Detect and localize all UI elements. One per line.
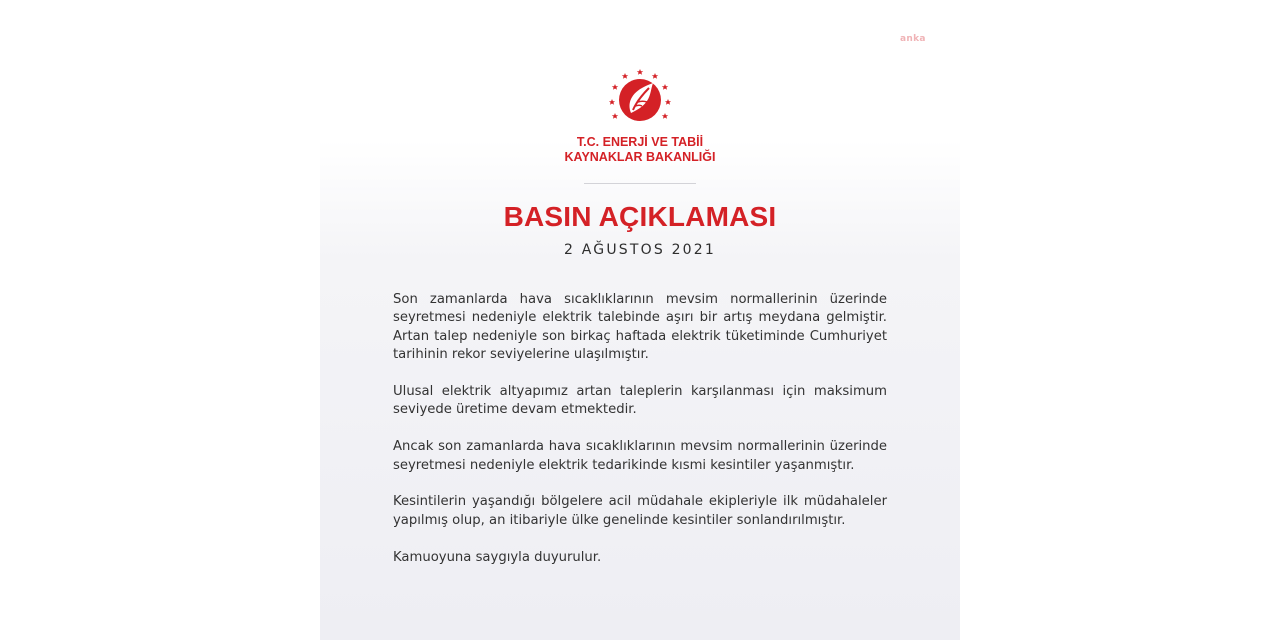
- agency-watermark: anka: [900, 34, 926, 44]
- release-date: 2 AĞUSTOS 2021: [563, 242, 716, 258]
- page-title: BASIN AÇIKLAMASI: [503, 201, 777, 232]
- header-divider: [584, 183, 696, 184]
- ministry-name: [490, 135, 790, 165]
- ministry-name-line2: KAYNAKLAR BAKANLIĞI: [564, 150, 716, 164]
- paragraph: Ancak son zamanlarda hava sıcaklıklarının mevsim normallerinin üzerinde seyretmesi nedeniyle elektrik tedarikinde kısmi kesintiler yaşanmıştır.: [393, 439, 887, 473]
- ministry-emblem-icon: [609, 68, 671, 130]
- ministry-name-line1: T.C. ENERJİ VE TABİİ: [576, 135, 704, 149]
- paragraph: Kesintilerin yaşandığı bölgelere acil müdahale ekipleriyle ilk müdahaleler yapılmış olup, an itibariyle ülke genelinde kesintiler sonlandırılmıştır.: [393, 494, 887, 528]
- closing-line: Kamuoyuna saygıyla duyurulur.: [393, 549, 602, 565]
- paragraph: Ulusal elektrik altyapımız artan taleplerin karşılanması için maksimum seviyede üretime devam etmektedir.: [393, 384, 887, 418]
- statement-body: [393, 291, 887, 585]
- paragraph: Son zamanlarda hava sıcaklıklarının mevsim normallerinin üzerinde seyretmesi nedeniyle elektrik talebinde aşırı bir artış meydana gelmiştir. Artan talep nedeniyle son birkaç haftada elektrik tüketiminde Cumhuriyet tarihinin rekor seviyelerine ulaşılmıştır.: [393, 292, 887, 363]
